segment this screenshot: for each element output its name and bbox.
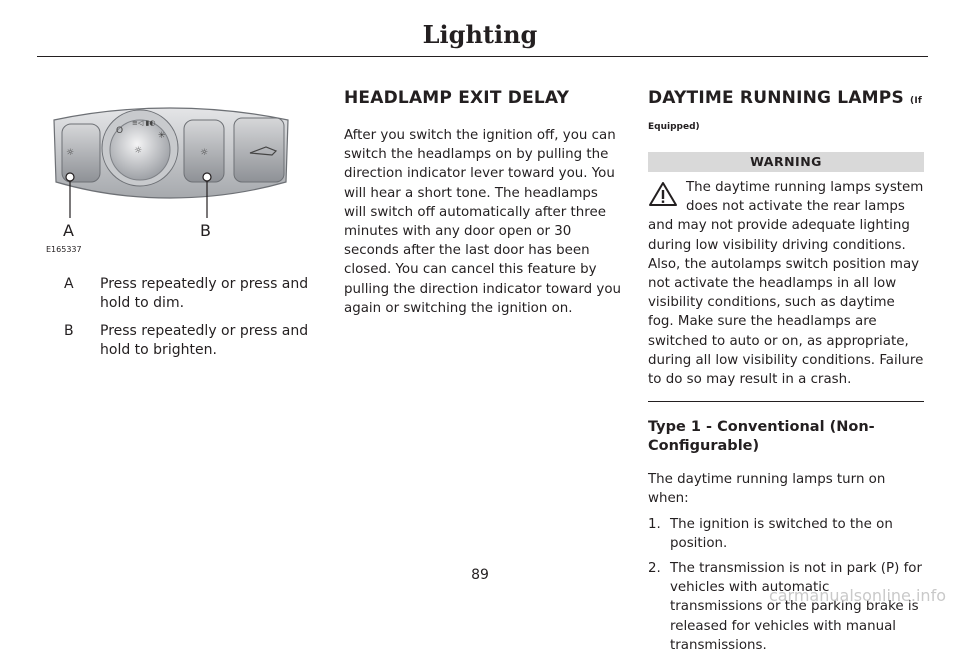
list-number: 1. <box>648 516 661 532</box>
equipped-note: Equipped) <box>648 122 700 132</box>
intro-text: The daytime running lamps turn on when: <box>648 472 886 507</box>
lighting-control-panel-illustration <box>40 90 300 265</box>
legend-text: Press repeatedly or press and hold to brighten. <box>100 323 309 358</box>
headlamp-exit-delay-section <box>344 88 622 318</box>
section-heading: HEADLAMP EXIT DELAY <box>344 88 570 108</box>
legend-key: B <box>64 323 74 339</box>
list-text: The transmission is not in park (P) for vehicles with automatic transmissions or the parking brake is released for vehicles with manual transmissions. <box>670 561 922 653</box>
list-text: The ignition is switched to the on position. <box>670 516 893 551</box>
legend-row <box>64 322 324 360</box>
figure-code: E165337 <box>46 245 82 254</box>
warning-text: The daytime running lamps system does not activate the rear lamps and may not provide adequate lighting during low visibility driving conditions. Also, the autolamps switch position may not activate the headlamps in all low visibility conditions, such as daytime fog. Make sure the headlamps are switched to auto or on, as appropriate, during all low visibility conditions. Failure to do so may result in a crash. <box>648 180 924 388</box>
page-header-title: Lighting <box>422 20 538 49</box>
header-rule <box>37 56 928 57</box>
legend-key: A <box>64 276 74 292</box>
heading-suffix: (If <box>910 96 923 106</box>
svg-text:☼: ☼ <box>134 146 143 156</box>
page-number: 89 <box>471 567 489 583</box>
conditions-list <box>648 515 924 655</box>
watermark: carmanualsonline.info <box>768 586 946 605</box>
subsection-heading: Type 1 - Conventional (Non-Configurable) <box>648 419 875 455</box>
list-item <box>648 515 924 553</box>
warning-box <box>648 178 924 389</box>
callout-a-label: A <box>63 221 74 240</box>
svg-text:☼: ☼ <box>66 148 75 158</box>
figure-legend <box>64 275 324 369</box>
heading-text: DAYTIME RUNNING LAMPS <box>648 88 904 108</box>
warning-triangle-icon <box>648 181 678 207</box>
list-number: 2. <box>648 561 661 577</box>
svg-text:☼: ☼ <box>200 148 209 158</box>
section-heading <box>648 88 924 108</box>
svg-text:O: O <box>116 126 124 136</box>
legend-text: Press repeatedly or press and hold to dim. <box>100 276 309 311</box>
svg-text:✳: ✳ <box>158 131 166 141</box>
legend-row <box>64 275 324 313</box>
section-body: After you switch the ignition off, you can switch the headlamps on by pulling the direction indicator lever toward you. You will hear a short tone. The headlamps will switch off automatically after three minutes with any door open or 30 seconds after the last door has been closed. You can cancel this feature by pulling the direction indicator toward you again or switching the ignition on. <box>344 128 621 316</box>
callout-b-label: B <box>200 221 211 240</box>
svg-text:≡◁ ▮◐: ≡◁ ▮◐ <box>132 119 156 127</box>
warning-rule <box>648 401 924 402</box>
warning-label-bar: WARNING <box>648 152 924 172</box>
